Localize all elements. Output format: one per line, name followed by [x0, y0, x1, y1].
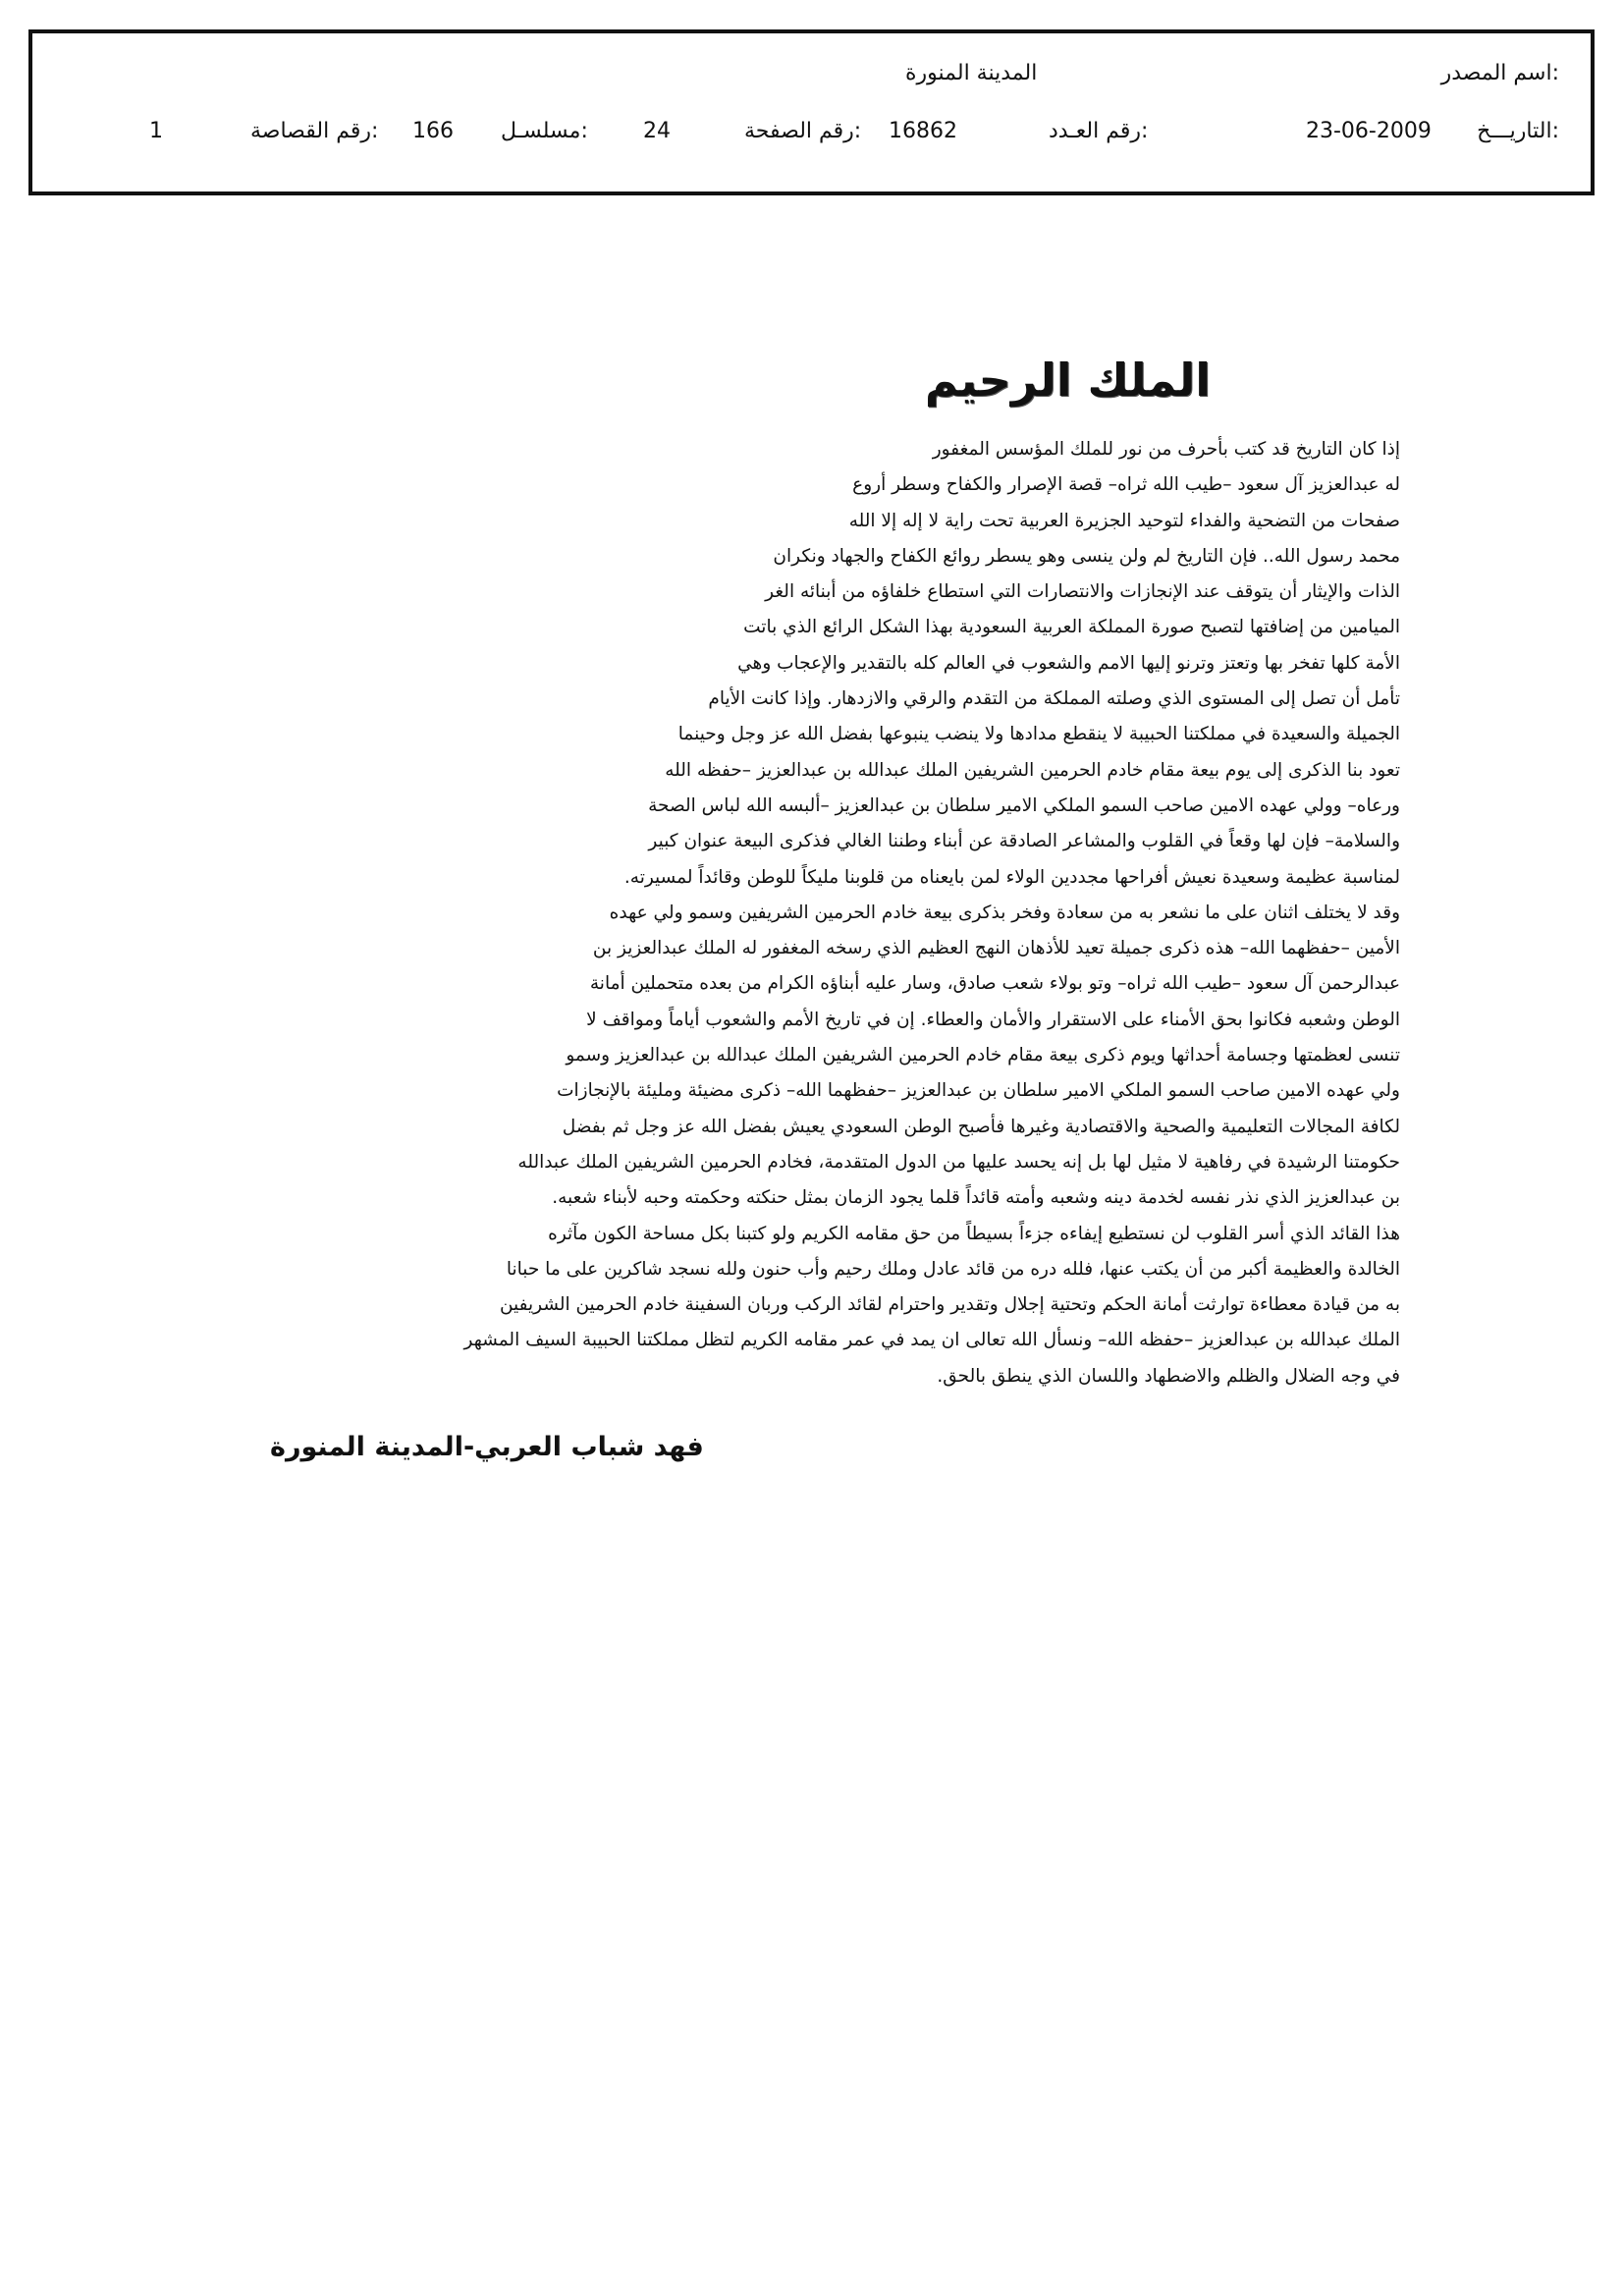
article-line: والسلامة– فإن لها وقعاً في القلوب والمشاعر الصادقة عن أبناء وطننا الغالي فذكرى البيعة عنوان كبير: [648, 831, 1400, 852]
page-label: رقم الصفحة:: [744, 119, 862, 143]
date-label: التاريـــخ:: [1477, 119, 1559, 143]
article-line: في وجه الضلال والظلم والاضطهاد واللسان الذي ينطق بالحق.: [937, 1365, 1400, 1387]
source-label: اسم المصدر:: [1440, 61, 1559, 85]
article-line: الميامين من إضافتها لتصبح صورة المملكة العربية السعودية بهذا الشكل الرائع الذي باتت: [743, 617, 1400, 638]
article-line: الوطن وشعبه فكانوا بحق الأمناء على الاستقرار والأمان والعطاء. إن في تاريخ الأمم والشعوب أياماً ومواقف لا: [586, 1009, 1400, 1030]
article-signature: فهد شباب العربي-المدينة المنورة: [270, 1432, 704, 1462]
article-line: لكافة المجالات التعليمية والصحية والاقتصادية وغيرها فأصبح الوطن السعودي يعيش بفضل الله عز وجل ثم بفضل: [562, 1116, 1400, 1137]
article-line: الأمة كلها تفخر بها وتعتز وترنو إليها الامم والشعوب في العالم كله بالتقدير والإعجاب وهي: [737, 652, 1400, 674]
date-value: 23-06-2009: [1306, 119, 1432, 143]
article-line: تعود بنا الذكرى إلى يوم بيعة مقام خادم الحرمين الشريفين الملك عبدالله بن عبدالعزيز –حفظه الله: [665, 759, 1400, 781]
serial-label: مسلسـل:: [501, 119, 588, 143]
article-line: هذا القائد الذي أسر القلوب لن نستطيع إيفاءه جزءاً بسيطاً من حق مقامه الكريم ولو كتبنا بكل مساحة الكون مآثره: [548, 1223, 1400, 1244]
article-line: حكومتنا الرشيدة في رفاهية لا مثيل لها بل إنه يحسد عليها من الدول المتقدمة، فخادم الحرمين الشريفين الملك عبدالله: [517, 1151, 1400, 1173]
article-line: له عبدالعزيز آل سعود –طيب الله ثراه– قصة الإصرار والكفاح وسطر أروع: [852, 474, 1400, 496]
article-line: وقد لا يختلف اثنان على ما نشعر به من سعادة وفخر بذكرى بيعة خادم الحرمين الشريفين وسمو ولي عهده: [609, 902, 1400, 923]
article-line: الذات والإيثار أن يتوقف عند الإنجازات والانتصارات التي استطاع خلفاؤه من أبنائه الغر: [765, 581, 1400, 603]
page-value: 24: [643, 119, 671, 143]
clipping-header-box: [28, 29, 1595, 195]
source-value: المدينة المنورة: [905, 61, 1038, 85]
article-line: إذا كان التاريخ قد كتب بأحرف من نور للملك المؤسس المغفور: [932, 439, 1400, 460]
issue-value: 16862: [889, 119, 957, 143]
article-line: صفحات من التضحية والفداء لتوحيد الجزيرة العربية تحت راية لا إله إلا الله: [848, 510, 1400, 531]
article-line: الملك عبدالله بن عبدالعزيز –حفظه الله– ونسأل الله تعالى ان يمد في عمر مقامه الكريم لتظل مملكتنا الحبيبة السيف المشهر: [463, 1330, 1400, 1351]
article-line: ورعاه– وولي عهده الامين صاحب السمو الملكي الامير سلطان بن عبدالعزيز –ألبسه الله لباس الصحة: [648, 794, 1400, 816]
article-line: محمد رسول الله.. فإن التاريخ لم ولن ينسى وهو يسطر روائع الكفاح والجهاد ونكران: [773, 545, 1400, 567]
serial-value: 166: [412, 119, 454, 143]
article-line: عبدالرحمن آل سعود –طيب الله ثراه– وتو بولاء شعب صادق، وسار عليه أبناؤه الكرام من بعده متحملين أمانة: [589, 973, 1400, 995]
clipping-label: رقم القصاصة:: [250, 119, 379, 143]
article-line: الخالدة والعظيمة أكبر من أن يكتب عنها، فلله دره من قائد عادل وملك رحيم وأب حنون ولله نسجد شاكرين على ما حبانا: [506, 1258, 1400, 1280]
article-line: الجميلة والسعيدة في مملكتنا الحبيبة لا ينقطع مدادها ولا ينضب ينبوعها بفضل الله عز وجل وحينما: [677, 724, 1400, 745]
article-line: بن عبدالعزيز الذي نذر نفسه لخدمة دينه وشعبه وأمته قائداً قلما يجود الزمان بمثل حنكته وحكمته وحبه لأبناء شعبه.: [552, 1187, 1400, 1209]
clipping-value: 1: [149, 119, 163, 143]
article-line: تنسى لعظمتها وجسامة أحداثها ويوم ذكرى بيعة مقام خادم الحرمين الشريفين الملك عبدالله بن عبدالعزيز وسمو: [566, 1045, 1400, 1066]
article-line: تأمل أن تصل إلى المستوى الذي وصلته المملكة من التقدم والرقي والازدهار. وإذا كانت الأيام: [708, 688, 1400, 710]
article-line: به من قيادة معطاءة توارثت أمانة الحكم وتحتية إجلال وتقدير واحترام لقائد الركب وربان السفينة خادم الحرمين الشريفين: [499, 1294, 1400, 1316]
article-body: [263, 432, 1400, 1394]
article-line: الأمين –حفظهما الله– هذه ذكرى جميلة تعيد للأذهان النهج العظيم الذي رسخه المغفور له الملك عبدالعزيز بن: [592, 938, 1400, 959]
article-line: لمناسبة عظيمة وسعيدة نعيش أفراحها مجددين الولاء لمن بايعناه من قلوبنا مليكاً للوطن وقائداً لمسيرته.: [623, 866, 1400, 888]
issue-label: رقم العـدد:: [1049, 119, 1149, 143]
article-title: الملك الرحيم: [924, 354, 1211, 407]
article-line: ولي عهده الامين صاحب السمو الملكي الامير سلطان بن عبدالعزيز –حفظهما الله– ذكرى مضيئة ومليئة بالإنجازات: [557, 1080, 1400, 1102]
